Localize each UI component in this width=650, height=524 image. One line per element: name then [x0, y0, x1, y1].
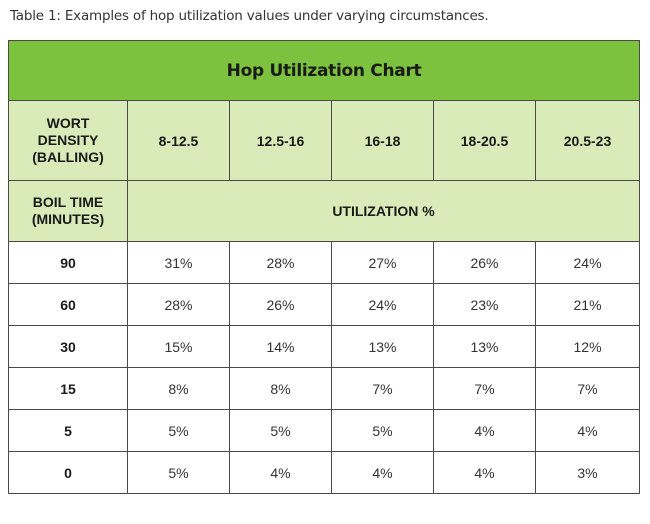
wort-density-label	[9, 101, 128, 181]
utilization-value-cell: 31%	[128, 242, 230, 284]
hop-utilization-table	[8, 40, 640, 494]
utilization-value-cell: 4%	[536, 410, 640, 452]
utilization-value-cell: 5%	[230, 410, 332, 452]
table-row	[9, 284, 640, 326]
utilization-value-cell: 4%	[230, 452, 332, 494]
wort-density-label-line: DENSITY	[37, 132, 99, 148]
utilization-value-cell: 7%	[536, 368, 640, 410]
boil-time-cell: 15	[9, 368, 128, 410]
table-row	[9, 326, 640, 368]
utilization-value-cell: 4%	[332, 452, 434, 494]
utilization-percent-header: UTILIZATION %	[128, 181, 640, 242]
density-range-header: 8-12.5	[128, 101, 230, 181]
boil-time-cell: 0	[9, 452, 128, 494]
boil-time-cell: 30	[9, 326, 128, 368]
boil-time-cell: 90	[9, 242, 128, 284]
utilization-value-cell: 7%	[434, 368, 536, 410]
utilization-value-cell: 15%	[128, 326, 230, 368]
utilization-value-cell: 8%	[128, 368, 230, 410]
density-header-row	[9, 101, 640, 181]
utilization-value-cell: 26%	[434, 242, 536, 284]
utilization-value-cell: 7%	[332, 368, 434, 410]
utilization-value-cell: 3%	[536, 452, 640, 494]
utilization-value-cell: 28%	[230, 242, 332, 284]
boil-time-label-line: BOIL TIME	[32, 194, 104, 210]
density-range-header: 16-18	[332, 101, 434, 181]
boil-time-label-line: (MINUTES)	[31, 211, 105, 227]
utilization-value-cell: 8%	[230, 368, 332, 410]
wort-density-label-line: (BALLING)	[32, 149, 104, 165]
density-range-header: 20.5-23	[536, 101, 640, 181]
utilization-value-cell: 4%	[434, 410, 536, 452]
density-range-header: 18-20.5	[434, 101, 536, 181]
boil-time-cell: 5	[9, 410, 128, 452]
table-row	[9, 410, 640, 452]
utilization-value-cell: 12%	[536, 326, 640, 368]
boil-time-header-row	[9, 181, 640, 242]
wort-density-label-line: WORT	[46, 115, 90, 131]
table-row	[9, 452, 640, 494]
utilization-value-cell: 24%	[536, 242, 640, 284]
boil-time-cell: 60	[9, 284, 128, 326]
utilization-value-cell: 5%	[332, 410, 434, 452]
table-title: Hop Utilization Chart	[9, 41, 640, 101]
table-row	[9, 368, 640, 410]
utilization-value-cell: 24%	[332, 284, 434, 326]
utilization-value-cell: 4%	[434, 452, 536, 494]
utilization-value-cell: 5%	[128, 452, 230, 494]
utilization-value-cell: 23%	[434, 284, 536, 326]
utilization-value-cell: 14%	[230, 326, 332, 368]
density-range-header: 12.5-16	[230, 101, 332, 181]
utilization-value-cell: 27%	[332, 242, 434, 284]
table-row	[9, 242, 640, 284]
utilization-value-cell: 13%	[332, 326, 434, 368]
utilization-value-cell: 26%	[230, 284, 332, 326]
utilization-value-cell: 5%	[128, 410, 230, 452]
utilization-value-cell: 28%	[128, 284, 230, 326]
utilization-value-cell: 13%	[434, 326, 536, 368]
boil-time-label	[9, 181, 128, 242]
table-caption: Table 1: Examples of hop utilization values under varying circumstances.	[10, 8, 489, 24]
utilization-value-cell: 21%	[536, 284, 640, 326]
